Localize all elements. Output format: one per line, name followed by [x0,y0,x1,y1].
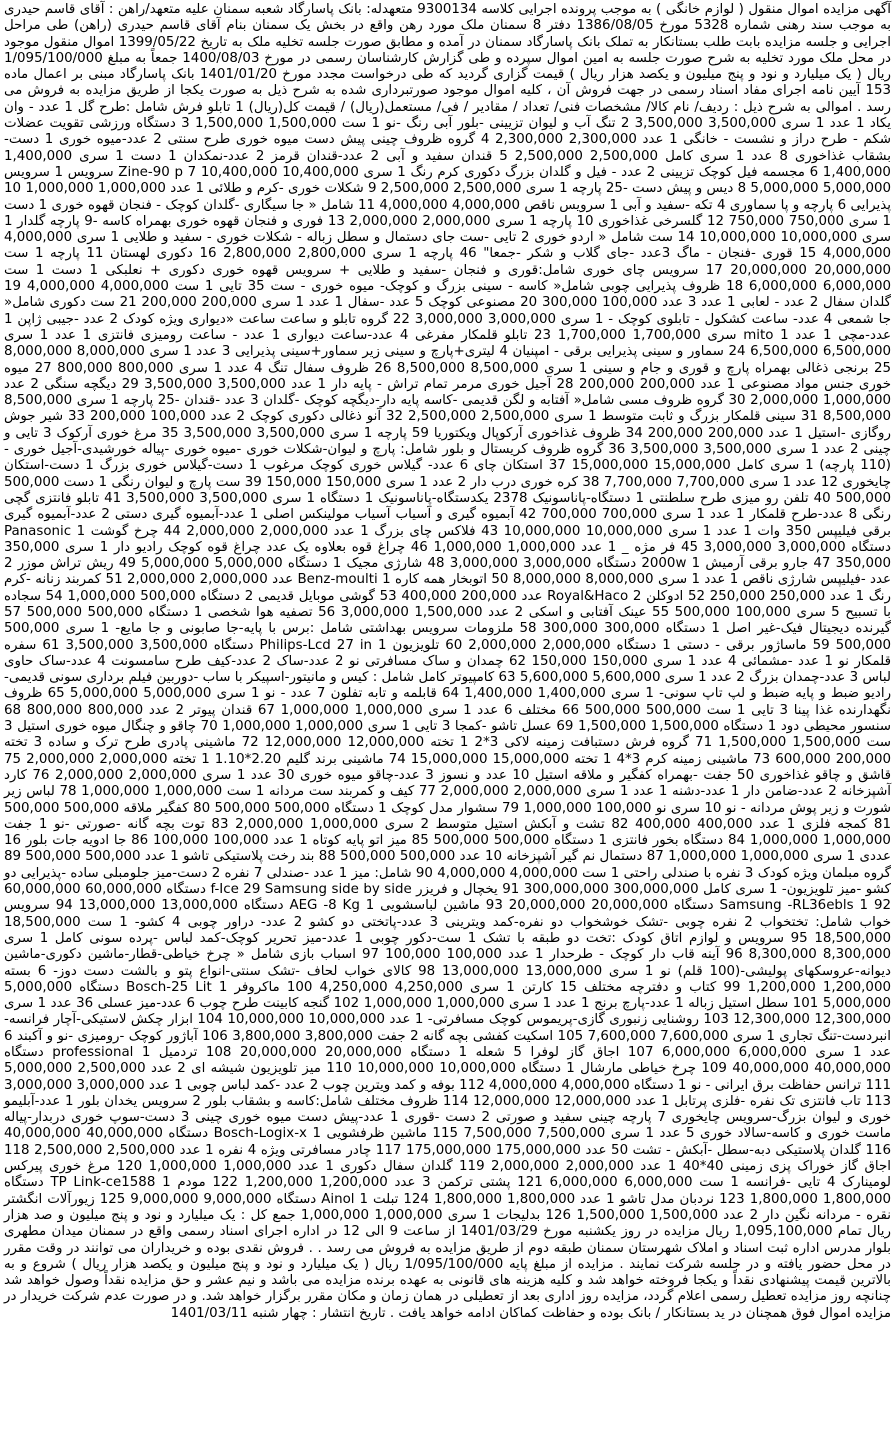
auction-notice-body: آگهی مزایده اموال منقول ( لوازم خانگی ) به موجب پرونده اجرایی کلاسه 9300134 متعهدله: بانک پاسارگاد شعبه سمنان علیه متعهد/راهن : آقای قاسم حیدری به موجب سند رهنی شماره 5328 مورخ 1386/08/05 دفتر 8 سمنان ملک مورد رهن واقع در بخش یک سمنان بنام آقای قاسم حیدری (راهن) طی مراحل اجرایی و جلسه مزایده بابت طلب بستانکار به تملک بانک پاسارگاد سمنان در آمده و مطابق صورت جلسه تخلیه ملک به تاریخ 1399/05/22 اموال منقول موجود در محل ملک مورد تخلیه به شرح صورت جلسه به امین اموال سپرده و طی گزارش کارشناسان رسمی در مورخ 1400/08/03 جمعاً به مبلغ 1/095/100/000 ریال ( یک میلیارد و نود و پنج میلیون و یکصد هزار ریال ) قیمت گزاری گردید که طی درخواست مجدد مورخ 1401/01/20 بانک پاسارگاد مبنی بر اعمال ماده 153 آیین نامه اجرای مفاد اسناد رسمی در جهت فروش آن ، کلیه اموال موجود صورتبرداری شده به شرح ذیل به صورت یکجا از طریق مزایده به فروش می رسد . اموالی به شرح ذیل : ردیف/ نام کالا/ مشخصات فنی/ تعداد / مقادیر / فی/ مستعمل(ریال) / قیمت کل(ریال) 1 تابلو فرش شامل :طرح گل 1 عدد - وان یکاد 1 عدد 1 سری 3,500,000 3,500,000 2 تنگ آب و لیوان تزیینی -بلور آبی رنگ -نو 1 ست 1,500,000 1,500,000 3 دستگاه ورزشی تقویت عضلات شکم - طرح دراز و نشست - خانگی 1 عدد 2,300,000 2,300,000 4 گروه ظروف چینی پیش دست میوه خوری طرح سنتی 2 عدد-میوه خوری 1 دست-بشقاب غذاخوری 8 عدد 1 سری کامل 2,500,000 2,500,000 5 قندان سفید و آبی 2 عدد-قندان قرمز 2 عدد-نمکدان 1 دست 1 سری 1,400,000 1,400,000 6 مجسمه فیل کوچک تزیینی 2 عدد - فیل و گلدان بزرگ دکوری کرم رنگ 1 سری 10,400,000 10,400,000 7 Zine-90 p سرویس 1 سرویس 5,000,000 5,000,000 8 دیس و پیش دست -25 پارچه 1 سری 2,500,000 2,500,000 9 شکلات خوری -کرم و طلائی 1 عدد 1,000,000 1,000,000 10 پذیرایی 6 پارچه و پا سماوری 4 تکه -سفید و آبی 1 سرویس ناقص 4,000,000 4,000,000 11 شامل « جا سیگاری -گلدان کوچک - فنجان قهوه خوری 1 دست 1 سری 750,000 750,000 12 گلسرخی غذاخوری 10 پارچه 1 سری 2,000,000 2,000,000 13 فوری و فنجان قهوه خوری بهمراه کاسه -9 پارچه گلدار 1 سری 10,000,000 10,000,000 14 ست شامل « اردو خوری 2 تایی -ست جای دستمال و سطل زباله - شکلات خوری - سفید و طلایی 1 سری 4,000,000 4,000,000 15 قوری -فنجان - ماگ 3عدد -جای گلاب و شکر -جمعا" 46 پارچه 1 سری 2,800,000 2,800,000 16 دکوری لهستان 11 پارچه 1 ست 20,000,000 20,000,000 17 سرویس چای خوری شامل:قوری و فنجان -سفید و طلایی + سرویس قهوه خوری دکوری + نعلبکی 1 دست 1 ست 6,000,000 6,000,000 18 ظروف پذیرایی چوبی شامل« کاسه - سینی بزرگ و کوچک- میوه خوری - ست 35 تایی 1 ست 4,000,000 4,000,000 19 گلدان سفال 2 عدد - لعابی 1 عدد 3 عدد 100,000 300,000 20 مصنوعی کوچک 5 عدد -سفال 1 عدد 1 سری 200,000 200,000 21 ست دکوری شامل« جا شمعی 4 عدد- ساعت کشکول - تابلوی کوچک - 1 سری 3,000,000 3,000,000 22 گروه تابلو و ساعت ساعت «دیواری ویژه کودک 2 عدد -جیبی ژاپن 1 عدد-مچی 1 عدد mito 1 سری 1,700,000 1,700,000 23 تابلو قلمکار مفرغی 4 عدد-ساعت دیواری 1 عدد - ساعت رومیزی فانتزی 1 عدد 1 سری 6,500,000 6,500,000 24 سماور و سینی پذیرایی برقی - امپنیان 4 لیتری+پارچ و سینی زیر سماور+سینی پذیرایی 3 عدد 1 سری 8,000,000 8,000,000 25 برنجی ذغالی بهمراه پارچ و قوری و جام و سینی 1 سری 8,500,000 8,500,000 26 ظروف سفال تنگ 4 عدد 1 سری 800,000 800,000 27 میوه خوری جنس مواد مصنوعی 1 عدد 200,000 200,000 28 آجیل خوری مرمر تمام تراش - پایه دار 1 عدد 3,500,000 3,500,000 29 دیگچه سنگی 2 عدد 1,000,000 2,000,000 30 گروه ظروف مسی شامل« آفتابه و لگن قدیمی -کاسه پایه دار-دیگچه کوچک -گلدان 3 عدد -قندان -25 پارچه 1 سری 8,500,000 8,500,000 31 سینی قلمکار بزرگ و ثابت متوسط 1 سری 2,500,000 2,500,000 32 آنو ذغالی دکوری کوچک 2 عدد 100,000 200,000 33 شیر جوش روگازی -استیل 1 عدد 200,000 200,000 34 ظروف غذاخوری آرکوپال ویکتوریا 59 پارچه 1 سری 3,500,000 3,500,000 35 مرغ خوری آرکوک 3 تایی و چینی 2 عدد 1 سری 3,500,000 3,500,000 36 گروه ظروف کریستال و بلور شامل: پارچ و لیوان-شکلات خوری -میوه خوری -پیاله خورشیدی-آجیل خوری - (110 پارچه) 1 سری کامل 15,000,000 15,000,000 37 استکان چای 6 عدد- گیلاس خوری کوچک مرغوب 1 دست-گیلاس خوری بزرگ 1 دست-استکان چایخوری 12 عدد 1 سری 7,700,000 7,700,000 38 کره خوری درب دار 2 عدد 1 سری 150,000 150,000 39 ست پارچ و لیوان رنگی 1 دست 500,000 500,000 40 تلفن رو میزی طرح سلطنتی 1 دستگاه-پاناسونیک 2378 یکدستگاه-پاناسونیک 1 دستگاه 1 سری 3,500,000 3,500,000 41 تابلو فانتزی گچی رنگی 8 عدد-طرح قلمکار 1 عدد 1 سری 700,000 700,000 42 آبمیوه گیری و آسیاب آسیاب مولینکس اصلی 1 عدد-آبمیوه گیری دستی 2 عدد-آبمیوه گیری برقی فیلیپس 350 وات 1 عدد 1 سری 10,000,000 10,000,000 43 فلاکس چای بزرگ 1 عدد 2,000,000 2,000,000 44 چرخ گوشت Panasonic 1 دستگاه 3,000,000 3,000,000 45 فر مژه _ 1 عدد 1,000,000 1,000,000 46 چراغ قوه بعلاوه یک عدد چراغ قوه کوچک رادیو دار 1 سری 350,000 350,000 47 جارو برقی آرمیش 2000w 1 دستگاه 3,000,000 3,000,000 48 شارژی مجیک 1 دستگاه 5,000,000 5,000,000 49 ریش تراش موزر 2 عدد -فیلیپس شارژی ناقص 1 عدد 1 سری 8,000,000 8,000,000 50 اتوبخار همه کاره Benz-moulti 1 عدد 2,000,000 2,000,000 51 کمربند زنانه -کرم رنگ 1 عدد 250,000 250,000 52 ادوکلن Royal&Haco 2 عدد 200,000 400,000 53 گوشی موبایل قدیمی 2 دستگاه 500,000 1,000,000 54 سجاده با تسبیح 5 سری 100,000 500,000 55 عینک آفتابی و اسکی 2 عدد 1,500,000 3,000,000 56 تصفیه هوا شخصی 1 دستگاه 500,000 500,000 57 گیرنده دیجیتال فیک-غیر اصل 1 دستگاه 300,000 300,000 58 ملزومات سرویس بهداشتی شامل :برس با پایه-جا صابونی و جا مایع- 1 سری 500,000 500,000 59 ماساژور برقی - دستی 1 دستگاه 2,000,000 2,000,000 60 تلویزیون Philips-Lcd 27 in 1 دستگاه 3,500,000 3,500,000 61 سفره قلمکار نو 1 عدد -مشمائی 4 عدد 1 سری 150,000 150,000 62 چمدان و ساک مسافرتی نو 2 عدد-ساک 2 عدد-کیف طرح سامسونت 4 عدد-ساک حاوی لباس 3 عدد-چمدان بزرگ 2 عدد 1 سری 5,600,000 5,600,000 63 کامپیوتر کامل شامل : کیس و مانیتور-اسپیکر با ساب -دوربین فیلم برداری سونی قدیمی-رادیو ضبط و پایه ضبط و لپ تاپ سونی- 1 سری 1,400,000 1,400,000 64 قابلمه و تابه تفلون 7 عدد - نو 1 سری 5,000,000 5,000,000 65 ظروف نگهدارنده غذا پینا 3 تایی 1 ست 500,000 500,000 66 مختلف 6 عدد 1 سری 1,000,000 1,000,000 67 قندان پیوتر 2 عدد 800,000 800,000 68 سنسور محیطی دود 1 دستگاه 1,500,000 1,500,000 69 عسل تاشو -کمجا 3 تایی 1 سری 1,000,000 1,000,000 70 چاقو و چنگال میوه خوری استیل 3 ست 1,500,000 1,500,000 71 گروه فرش دستبافت زمینه لاکی 3*2 1 تخته 12,000,000 12,000,000 72 ماشینی پادری طرح ترک و ساده 3 تخته 200,000 600,000 73 ماشینی زمینه کرم 3*4 1 تخته 15,000,000 15,000,000 74 ماشینی برند گلیم 2.20*1.10 1 تخته 2,000,000 2,000,000 75 قاشق و چاقو غذاخوری 50 جفت -بهمراه کفگیر و ملاقه استیل 10 عدد و نسوز 3 عدد-چاقو میوه خوری 30 عدد 1 سری 2,000,000 2,000,000 76 کارد آشپزخانه 2 عدد-ضامن دار 1 عدد-دشنه 1 عدد 1 سری 2,000,000 2,000,000 77 کیف و کمربند ست مردانه 1 ست 1,000,000 1,000,000 78 لباس زیر شورت و زیر پوش مردانه - نو 10 سری نو 100,000 1,000,000 79 سشوار مدل کوچک 1 دستگاه 500,000 500,000 80 کفگیر ملاقه 500,000 500,000 81 کمجه فلزی 1 عدد 400,000 400,000 82 تشت و آبکش استیل متوسط 2 سری 1,000,000 2,000,000 83 توت بچه گانه -صورتی -نو 1 جفت 1,000,000 1,000,000 84 دستگاه بخور فانتزی 1 دستگاه 500,000 500,000 85 میز اتو پایه کوتاه 1 عدد 100,000 100,000 86 جا ادویه جات بلور 16 عددی 1 سری 1,000,000 1,000,000 87 دستمال نم گیر آشپزخانه 10 عدد 500,000 500,000 88 بند رخت پلاستیکی تاشو 1 عدد 500,000 500,000 89 گروه مبلمان ویژه کودک 3 نفره با صندلی راحتی 1 ست 4,000,000 4,000,000 90 شامل: میز 1 عدد -صندلی 7 نفره 2 دست-میز جلومبلی ساده -پذیرایی دو کشو -میز تلویزیون- 1 سری کامل 300,000,000 300,000,000 91 یخچال و فریزر f-Ice 29 Samsung side by side دستگاه 60,000,000 60,000,000 92 Samsung -RL36ebls 1 دستگاه 20,000,000 20,000,000 93 ماشین لباسشویی AEG -8 Kg 1 دستگاه 13,000,000 13,000,000 94 سرویس خواب شامل: تختخواب 2 نفره چوبی -تشک خوشخواب دو نفره-کمد ویترینی 3 عدد-پاتختی دو کشو 2 عدد- دراور چوبی 4 کشو- 1 ست 18,500,000 18,500,000 95 سرویس و لوازم اتاق کودک :تخت دو طبقه با تشک 1 ست-دکور چوبی 1 عدد-میز تحریر کوچک-کمد لباس -پرده سونی کامل 1 سری 8,300,000 8,300,000 96 آینه قاب دار کوچک - طرحدار 1 عدد 100,000 100,000 97 اسباب بازی شامل « چرخ خیاطی-قطار-ماشین دکوری-ماشین دیوانه-عروسکهای پولیشی-(100 قلم) نو 1 سری 13,000,000 13,000,000 98 کالای خواب لحاف -تشک سنتی-انواع پتو و بالشت دست دوز- 6 بسته 1,200,000 1,200,000 99 کتاب و دفترچه مختلف 15 کارتن 1 سری 4,250,000 4,250,000 100 ماکروفر Bosch-25 Lit 1 دستگاه 5,000,000 5,000,000 101 سطل استیل زباله 1 عدد-پارچ برنج 1 عدد 1 سری 1,000,000 1,000,000 102 گنجه کابینت طرح چوب 6 عدد-میز عسلی 36 عدد 1 سری 12,300,000 12,300,000 103 روشنایی زنبوری گازی-پریموس کوچک مسافرتی- 1 عدد 10,000,000 10,000,000 104 ابزار چکش لاستیکی-آچار فرانسه-انبردست-تنگ تجاری 1 سری 7,600,000 7,600,000 105 اسکیت کفشی بچه گانه 2 جفت 3,800,000 3,800,000 106 آباژور کوچک -رومیزی -نو و آکبند 6 عدد 1 سری 6,000,000 6,000,000 107 اجاق گاز لوفرا 5 شعله 1 دستگاه 20,000,000 20,000,000 108 تردمیل professional 1 دستگاه 40,000,000 40,000,000 109 چرخ خیاطی مارشال 1 دستگاه 10,000,000 10,000,000 110 میز تلویزیون شیشه ای 2 عدد 2,500,000 5,000,000 111 ترانس حفاظت برق ایرانی - نو 1 دستگاه 4,000,000 4,000,000 112 بوفه و کمد ویترین چوب 2 عدد -کمد لباس چوبی 1 عدد 3,000,000 3,000,000 113 تاب فانتزی تک نفره -فلزی پرتابل 1 عدد 12,000,000 12,000,000 114 ظروف مختلف شامل:کاسه و بشقاب بلور 2 سرویس یخدان بلور 1 عدد-آبلیمو خوری و لیوان بزرگ-سرویس چایخوری 7 پارچه چینی سفید و صورتی 2 دست -قوری 1 عدد-پیش دست میوه خوری چینی 3 دست-سوپ خوری دربدار-پیاله ماست خوری و کاسه-سالاد خوری 5 عدد 1 سری 7,500,000 7,500,000 115 ماشین ظرفشویی Bosch-Logix-x 1 دستگاه 40,000,000 40,000,000 116 گلدان پلاستیکی دبه-سطل -آبکش - تشت 50 عدد 175,000,000 175,000,000 117 چادر مسافرتی ویژه 4 نفره 1 عدد 2,500,000 2,500,000 118 اجاق گاز خوراک پزی زمینی 40*40 1 عدد 2,000,000 2,000,000 119 گلدان سفال دکوری 1 عدد 1,000,000 1,000,000 120 مرغ خوری پیرکس لومینارک 4 تایی -فرانسه 1 ست 6,000,000 6,000,000 121 پشتی ترکمن 3 عدد 1,200,000 1,200,000 122 مودم TP Link-ce1588 1 دستگاه 1,800,000 1,800,000 123 نردبان مدل تاشو 1 عدد 1,800,000 1,800,000 124 تبلت Ainol 1 دستگاه 9,000,000 9,000,000 125 زیورآلات انگشتر نقره - مردانه نگین دار 2 عدد 1,500,000 1,500,000 126 بدلیجات 1 سری 1,000,000 1,000,000 جمع کل : یک میلیارد و نود و پنج میلیون و صد هزار ریال تمام 1,095,100,000 ریال مزایده در روز یکشنبه مورخ 1401/03/29 از ساعت 9 الی 12 در اداره اجرای اسناد رسمی واقع در سمنان میدان مطهری بلوار مدرس اداره ثبت اسناد و املاک شهرستان سمنان طبقه دوم از طریق مزایده به فروش می رسد . . فروش نقدی بوده و خریداران می توانند در وقت مقرر در محل حضور یافته و در جلسه شرکت نمایند . مزایده از مبلغ پایه 1/095/100/000 ریال ( یک میلیارد و نود و پنج میلیون و یکصد هزار ریال ) شروع و به بالاترین قیمت پیشنهادی نقداً و یکجا فروخته خواهد شد و کلیه هزینه های قانونی به عهده برنده مزایده می باشد و نیم عشر و حق مزایده نقداً وصول خواهد شد چنانچه روز مزایده تعطیل رسمی اعلام گردد، مزایده روز اداری بعد از تعطیلی در همان زمان و مکان مقرر برگزار خواهد شد. و در صورت عدم شرکت خریدار در مزایده اموال فوق همچنان در ید بستانکار / بانک بوده و حفاظت کماکان ادامه خواهد یافت . تاریخ انتشار : چهار شنبه 1401/03/11 [4,2,892,1321]
